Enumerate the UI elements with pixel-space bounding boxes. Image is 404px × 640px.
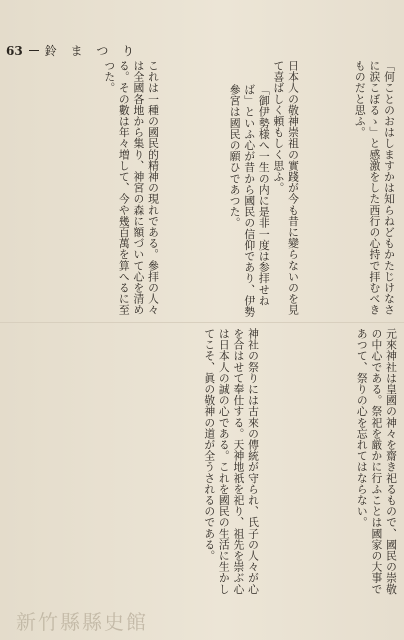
text-column-top-middle (160, 60, 300, 318)
text-column-bottom-right (262, 328, 398, 596)
quoted-paragraph: 「御伊勢様へ一生の内に是非一度は参拝せねば」といふ心が昔から國民の信仰であり、伊勢參宮は國民の願ひであつた。 (228, 84, 271, 318)
paragraph: 日本人の敬神崇祖の實踐が今も昔に變らないのを見て喜ばしく頼もしく思ふ。 (272, 60, 300, 316)
archive-watermark: 新竹縣縣史館 (16, 610, 148, 634)
paragraph: 神社の祭りには古來の傳統が守られ、氏子の人々が心を合はせて奉仕する。天神地祇を祀り、祖先を崇ぶ心は日本人の誠の心である。これを國民の生活に生かしてこそ、眞の敬神の道が全うされるのである。 (203, 328, 260, 595)
header-rule (29, 50, 39, 51)
text-column-top-left (4, 60, 160, 318)
text-column-bottom-left (4, 328, 260, 596)
section-divider (0, 322, 404, 323)
page-number: 63 (6, 43, 23, 58)
paragraph: これは一種の國民的精神の現れである。參拝の人々は全國各地から集り、神宮の森に額づいて心を清める。その數は年々増して、今や幾百萬を算へるに至つた。 (103, 60, 160, 316)
paragraph: 元來神社は皇國の神々を齋き祀るもので、國民の崇敬の中心である。祭祀を厳かに行ふことは國家の大事であつて、祭りの心を忘れてはならない。 (355, 328, 398, 595)
running-title: 鈴 ま つ り (44, 44, 140, 58)
paragraph: 「何ことのおはしますかは知らねどもかたじけなさに涙こぼるゝ」と感激をした西行の心持で拝むべきものだと思ふ。 (353, 60, 396, 316)
page-header (6, 42, 139, 59)
text-column-top-right (300, 60, 396, 318)
